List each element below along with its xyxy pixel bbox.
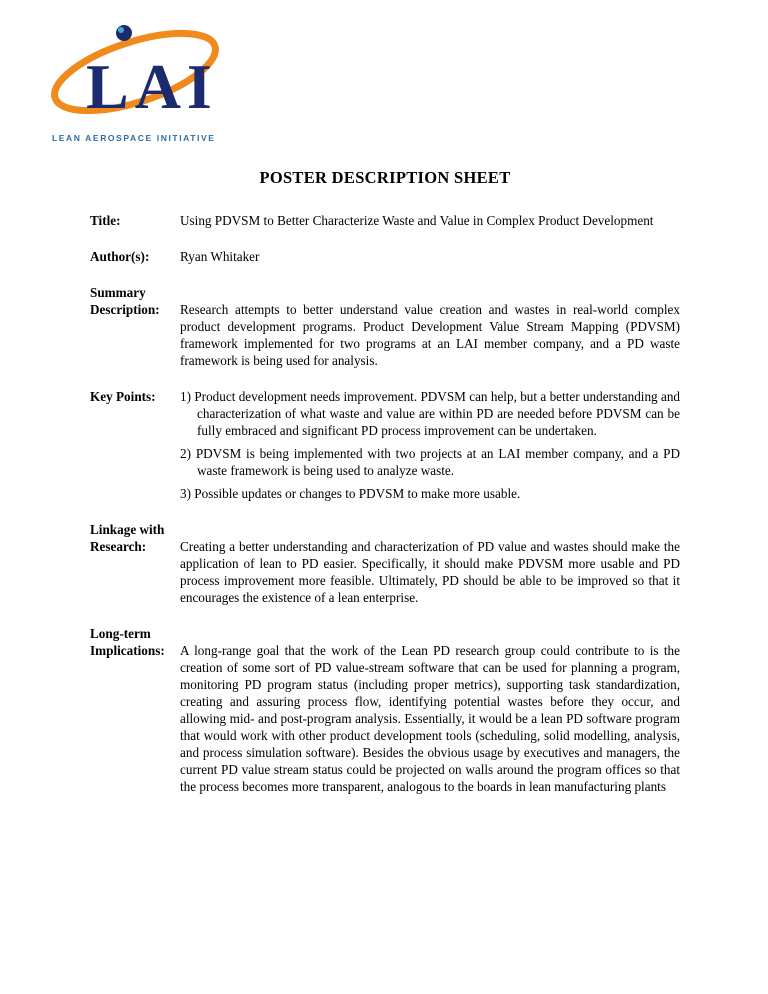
section-key-points: [90, 388, 680, 502]
key-point-text: PDVSM is being implemented with two projects at an LAI member company, and a PD waste framework is being used to analyze waste.: [195, 446, 681, 478]
key-point-text: Product development needs improvement. PDVSM can help, but a better understanding and characterization of what waste and value are within PD are needed before PDVSM can be fully embraced and significant PD process improvement can be undertaken.: [194, 389, 681, 438]
logo-tagline: LEAN AEROSPACE INITIATIVE: [52, 133, 216, 143]
key-point-item: [180, 445, 680, 479]
section-summary-label: [90, 284, 180, 369]
section-linkage-body: Creating a better understanding and characterization of PD value and wastes should make the application of lean to PD easier. Specifically, it should make PDVSM more usable and PD process improvement more feasible. Ultimately, PD should be able to be improved so that it encourages the existence of a lean enterprise.: [180, 539, 680, 605]
section-longterm-body: A long-range goal that the work of the Lean PD research group could contribute to is the creation of some sort of PD value-stream software that can be used for planning a program, monitoring PD program status (including proper metrics), supporting task standardization, creating and assuring process flow, identifying potential wastes before they occur, and allowing mid- and post-program analysis. Essentially, it would be a lean PD software program that would work with other product development tools (scheduling, solid modelling, analysis, and process simulation software). Besides the obvious usage by executives and managers, the current PD value stream status could be projected on walls around the program offices so that the process becomes more transparent, analogous to the boards in lean manufacturing plants: [180, 643, 680, 794]
section-linkage-label-line1: Linkage with: [90, 522, 165, 537]
key-point-item: [180, 388, 680, 439]
key-point-text: Possible updates or changes to PDVSM to make more usable.: [194, 486, 521, 501]
section-summary-body: Research attempts to better understand value creation and wastes in real-world complex product development programs. Product Development Value Stream Mapping (PDVSM) framework implemented for two programs at an LAI member company, and a PD waste framework is being used for analysis.: [180, 302, 680, 368]
section-linkage: [90, 521, 680, 606]
section-longterm-label-line2: Implications:: [90, 643, 165, 658]
section-authors-body: Ryan Whitaker: [180, 249, 260, 264]
key-point-number: 1): [180, 389, 191, 404]
section-title-label: Title:: [90, 213, 121, 228]
section-key-points-body: [180, 388, 680, 502]
section-linkage-label-line2: Research:: [90, 539, 147, 554]
key-point-number: 2): [180, 446, 191, 461]
key-point-number: 3): [180, 486, 191, 501]
section-title-body: Using PDVSM to Better Characterize Waste and Value in Complex Product Development: [180, 213, 654, 228]
orbit-dot-highlight-icon: [118, 27, 124, 33]
section-summary-label-line2: Description:: [90, 302, 160, 317]
key-point-item: [180, 485, 680, 502]
section-key-points-label: Key Points:: [90, 389, 156, 404]
orbit-dot-icon: [116, 25, 132, 41]
section-longterm: [90, 625, 680, 795]
section-longterm-label: [90, 625, 180, 795]
lai-logo: [40, 12, 245, 147]
logo-acronym: LAI: [86, 51, 218, 122]
section-linkage-label: [90, 521, 180, 606]
section-summary-label-line1: Summary: [90, 285, 146, 300]
section-summary: [90, 284, 680, 369]
section-authors-label: Author(s):: [90, 249, 150, 264]
lai-logo-graphic: [40, 12, 245, 124]
section-title: [90, 212, 680, 229]
section-longterm-label-line1: Long-term: [90, 626, 151, 641]
section-authors: [90, 248, 680, 265]
page-title: POSTER DESCRIPTION SHEET: [259, 168, 511, 187]
document-body: [90, 168, 680, 795]
